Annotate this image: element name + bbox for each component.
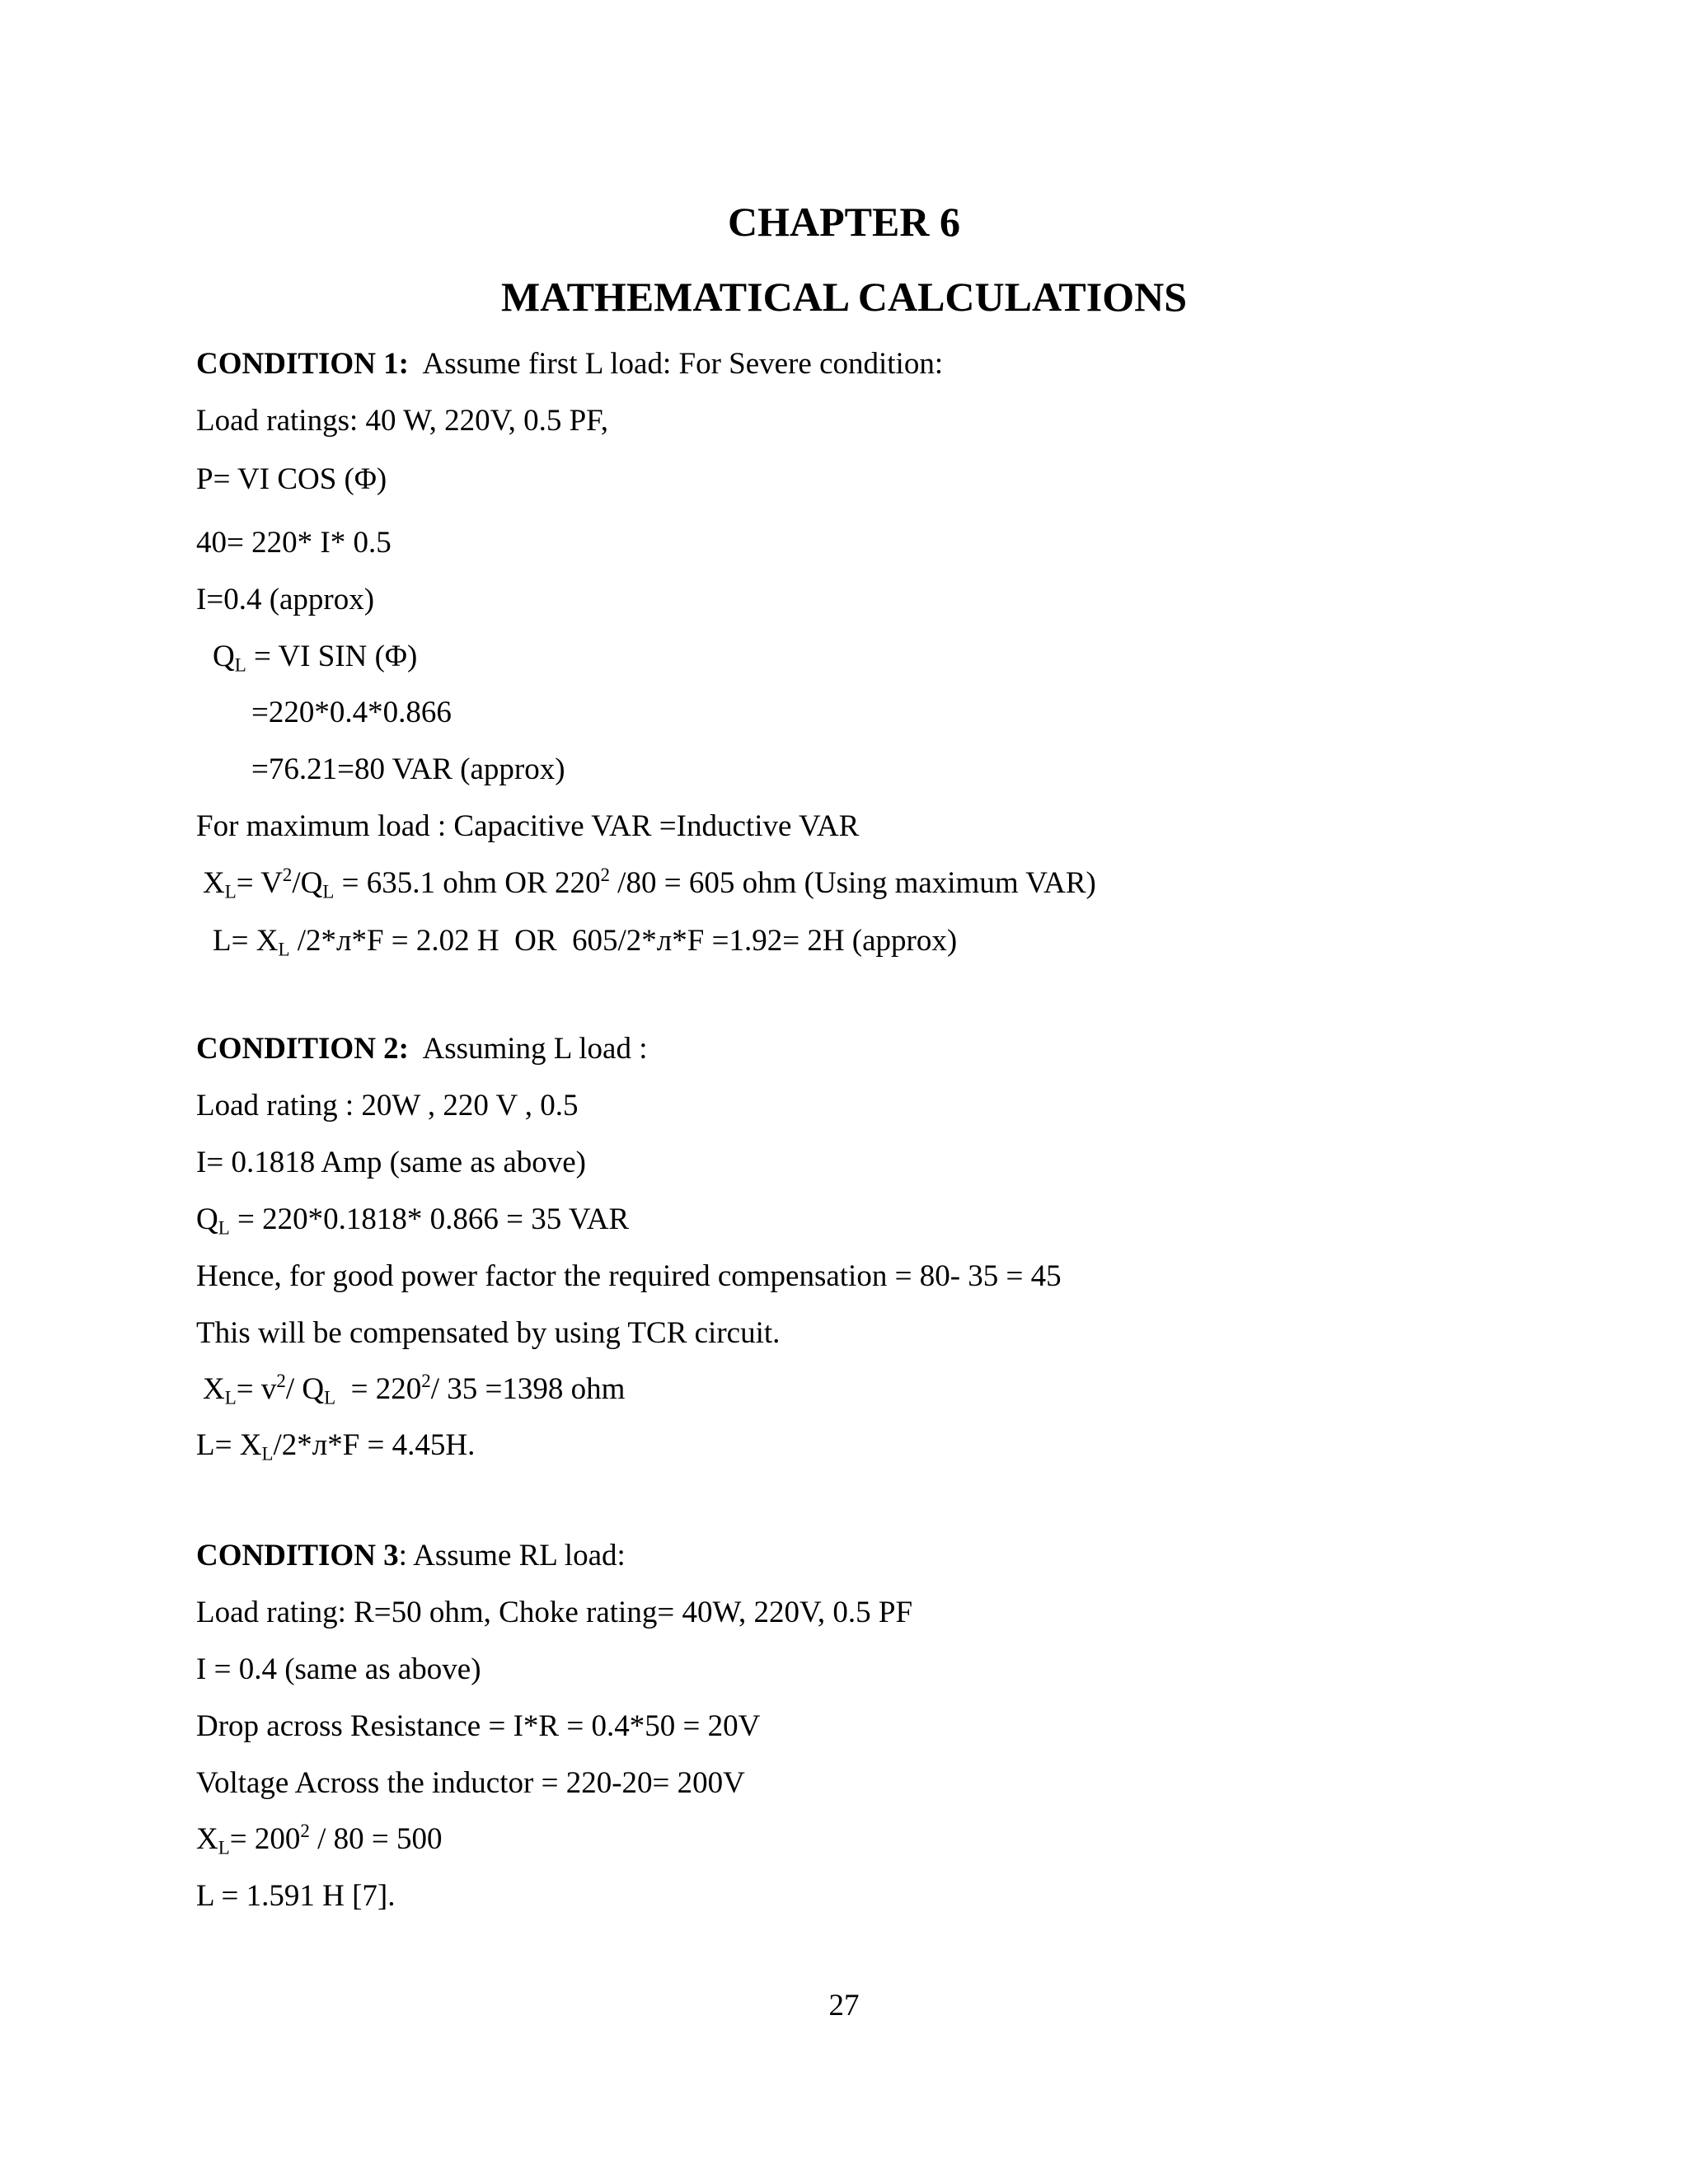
condition-2-label: CONDITION 2:	[196, 1032, 409, 1066]
xl-superscript-b: 2	[276, 1370, 286, 1391]
condition-3-heading	[196, 1538, 626, 1574]
ql-expression: = 220*0.1818* 0.866 = 35 VAR	[229, 1202, 630, 1236]
condition-2-tcr: This will be compensated by using TCR circuit.	[196, 1316, 781, 1350]
condition-1-inductance	[213, 923, 957, 959]
condition-1-power-values: 40= 220* I* 0.5	[196, 526, 392, 560]
condition-2-xl-equation	[203, 1371, 625, 1408]
condition-2-inductance	[196, 1427, 475, 1464]
xl-subscript: L	[218, 1837, 230, 1858]
xl-symbol: X	[203, 866, 225, 900]
condition-2-reactive-power	[196, 1202, 629, 1238]
condition-2-heading-text: Assuming L load :	[422, 1032, 648, 1066]
ql-subscript: L	[234, 654, 246, 676]
l-part-a: L= X	[196, 1428, 262, 1462]
condition-1-max-load: For maximum load : Capacitive VAR =Inductive VAR	[196, 809, 860, 843]
condition-1-heading	[196, 346, 943, 382]
condition-2-compensation: Hence, for good power factor the required compensation = 80- 35 = 45	[196, 1259, 1062, 1293]
xl-superscript-d: 2	[600, 864, 610, 885]
xl-part-c: / 80 = 500	[309, 1822, 443, 1856]
ql-expression: = VI SIN (Φ)	[246, 640, 418, 673]
condition-3-load-rating: Load rating: R=50 ohm, Choke rating= 40W, 220V, 0.5 PF	[196, 1596, 913, 1629]
xl-part-b: = V	[236, 866, 283, 900]
xl-superscript-b: 2	[282, 864, 293, 885]
condition-1-reactive-power	[213, 639, 417, 675]
xl-symbol: X	[196, 1822, 218, 1856]
xl-part-e: / 35 =1398 ohm	[430, 1372, 626, 1406]
condition-3-heading-text: : Assume RL load:	[398, 1539, 626, 1572]
xl-part-c: /Q	[292, 866, 323, 900]
condition-2-heading	[196, 1031, 648, 1067]
condition-3-xl-equation	[196, 1821, 443, 1858]
xl-part-b: = v	[236, 1372, 277, 1406]
ql-symbol: Q	[213, 640, 235, 673]
l-part-a: L= X	[213, 924, 279, 958]
chapter-title: CHAPTER 6	[728, 199, 960, 245]
condition-3-resistance-drop: Drop across Resistance = I*R = 0.4*50 = 20V	[196, 1709, 761, 1743]
l-subscript: L	[261, 1443, 274, 1465]
xl-part-d: = 635.1 ohm OR 220	[334, 866, 601, 900]
xl-part-c: / Q	[285, 1372, 325, 1406]
xl-part-e: /80 = 605 ohm (Using maximum VAR)	[609, 866, 1096, 900]
condition-1-ql-step-2: =76.21=80 VAR (approx)	[251, 752, 565, 786]
xl-subscript: L	[224, 1387, 237, 1408]
xl-subscript-c: L	[322, 881, 335, 902]
xl-part-b: = 200	[229, 1822, 301, 1856]
condition-3-inductor-voltage: Voltage Across the inductor = 220-20= 200V	[196, 1766, 745, 1800]
l-subscript: L	[278, 939, 290, 960]
condition-1-power-equation: P= VI COS (Φ)	[196, 462, 387, 496]
xl-subscript-c: L	[324, 1387, 336, 1408]
condition-2-current: I= 0.1818 Amp (same as above)	[196, 1146, 586, 1179]
xl-symbol: X	[203, 1372, 225, 1406]
section-title: MATHEMATICAL CALCULATIONS	[500, 274, 1188, 320]
l-part-b: /2*л*F = 4.45H.	[273, 1428, 476, 1462]
l-part-b: /2*л*F = 2.02 H OR 605/2*л*F =1.92= 2H (approx)	[289, 924, 958, 958]
ql-subscript: L	[218, 1217, 230, 1239]
condition-1-load-ratings: Load ratings: 40 W, 220V, 0.5 PF,	[196, 404, 609, 438]
condition-3-current: I = 0.4 (same as above)	[196, 1652, 481, 1686]
condition-1-label: CONDITION 1:	[196, 347, 409, 381]
condition-3-label: CONDITION 3	[196, 1539, 399, 1572]
ql-symbol: Q	[196, 1202, 218, 1236]
page-number: 27	[828, 1989, 860, 2022]
xl-superscript-b: 2	[300, 1820, 310, 1841]
condition-3-inductance: L = 1.591 H [7].	[196, 1879, 396, 1913]
condition-1-current: I=0.4 (approx)	[196, 583, 375, 616]
xl-part-d: = 220	[335, 1372, 422, 1406]
condition-1-heading-text: Assume first L load: For Severe condition:	[422, 347, 944, 381]
xl-superscript-d: 2	[421, 1370, 431, 1391]
condition-1-ql-step-1: =220*0.4*0.866	[251, 696, 452, 729]
xl-subscript: L	[224, 881, 237, 902]
condition-2-load-rating: Load rating : 20W , 220 V , 0.5	[196, 1089, 579, 1122]
condition-1-xl-equation	[203, 865, 1096, 902]
